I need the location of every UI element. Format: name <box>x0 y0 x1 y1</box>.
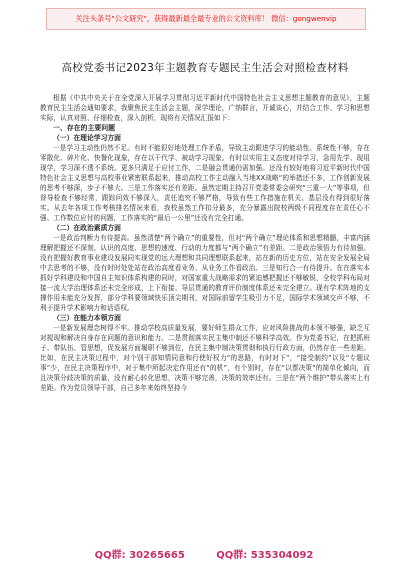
section-heading-problems: 一、存在的主要问题 <box>53 124 116 132</box>
footer-qq-1: QQ群: 30265665 <box>94 550 185 561</box>
paragraph-politics: 一是政治判断力有待提高。虽然清楚“两个确立”的重要性，但对“两个确立”理论体系和思想精髓，丰富内涵理解把握还不深刻，认识的高度、思想的速度、行动的力度都与“两个确立”有差距。二是政治领悟力有待加强。没有把握好教育事业建设发展同实现党的远大理想和共同理想联系起来，站在新的历史方位，站在安全发展全局中去思考的不够，没有时时处处站在政治高度看业务、从业务工作看政治。三是知行合一有待提升。在在落实本抓好学科建设和中国自主知识体系构建的同时，对国家重大战略需求的紧迫感把握还不够敏锐，全校学科布局对接一流大学治理体系还未完全形成，上下衔接、导层贯通的教育评价制度体系还未完全建立。现有学术阵地的支撑作用未能充分发挥，部分学科要领域快乐顶尖期刊，对国际前留学生吸引力不足，国际学术领域交声不够，不利于提升学术影响力和话语权。 <box>40 234 370 312</box>
footer-contacts <box>0 546 408 561</box>
paragraph-ability: 一是新发展理念树得不牢。推动学校高质量发展，要好师生群众工作，应对风险挑战的本领不够强，缺乏互对搅现和解决自身存在问题的意识和能力。二是贯彻落实民主集中制还不够科学高效。作为党委书记，在把抓班子、带队伍、管思想，促发展方面履职不够到位，在民主集中制决策贯彻和执行行政方面，仍然存在一些差距。比如，在民主决策过程中，对个别干部知情同意和行使好权力“的思路，有时对下”，“接受制约”以及“专题议事”少，在民主决策程序中，对于集中所起决定作用还有“的机”，有个别时，存在“以票决策”的简单化倾向，而且决策分歧决策的质量，没有耐心转化思想，决策不够完善，决策的效率还有。三是在“两个维护”带头落实上有差距。作为党员领导干部，自己多年来始终坚持今 <box>40 324 370 392</box>
document-body <box>40 60 370 393</box>
paragraph-theory: 一是学习主动性仍然不足。有时不能很好地处理工作矛盾，导致主动跟进学习的能动性、系统性不够，存在零散化、碎片化、快餐化现象，存在以干代学、被动学习现象。有时以实用主义态度对待学习，急用先学、现用现学，学习深不透不系统。更多只满足于应付工作，二是融会贯通仍需加强。还没有较好地将习近平新时代中国特色社会主义思想与高校事业紧密联系起来，推动高校工作主动融入当地XX战略“的举措还不多，工作创新发展的思考不够深，步子不够大。三是工作落实还有差距。虽然定期主持召开党委常委会研究“三重一大”等事项，但督导检查不够经常，跟踪问效不够深入，责任追究不够严格，导致有些工作措施在机关、基层没有得到很好落实。从去年各项工作考核排名情况来看，我校虽然工作扣分最多，充分暴露出院校两级不同程度存在责任心不强、工作数位应付的问题，工作落实的“最后一公里”还没有完全打通。 <box>40 144 370 222</box>
promo-banner <box>46 8 366 30</box>
footer-qq-2: QQ群: 535304092 <box>216 550 314 561</box>
subsection-heading-politics: （二）在政治素质方面 <box>53 224 121 232</box>
document-title: 高校党委书记2023年主题教育专题民主生活会对照检查材料 <box>61 62 349 74</box>
subsection-heading-theory: （一）在理论学习方面 <box>53 134 121 142</box>
intro-paragraph: 根据《中共中央关于在全党深入开展学习贯彻习近平新时代中国特色社会主义思想主题教育的意见》，主题教育民主生活会通知要求，我聚焦民主生活会主题，深学理论，广纳群言，开诚谈心，并结合工作、学习和思想实际，认真对照、仔细检查，深入剖析，现将有关情况汇报如下： <box>40 94 370 122</box>
subsection-heading-ability: （三）在能力本领方面 <box>53 314 121 322</box>
promo-banner-text: 关注头条号"公文研究"，获得最新最全最专业的公文资料库！ 微信：gongwenvip <box>75 14 337 23</box>
